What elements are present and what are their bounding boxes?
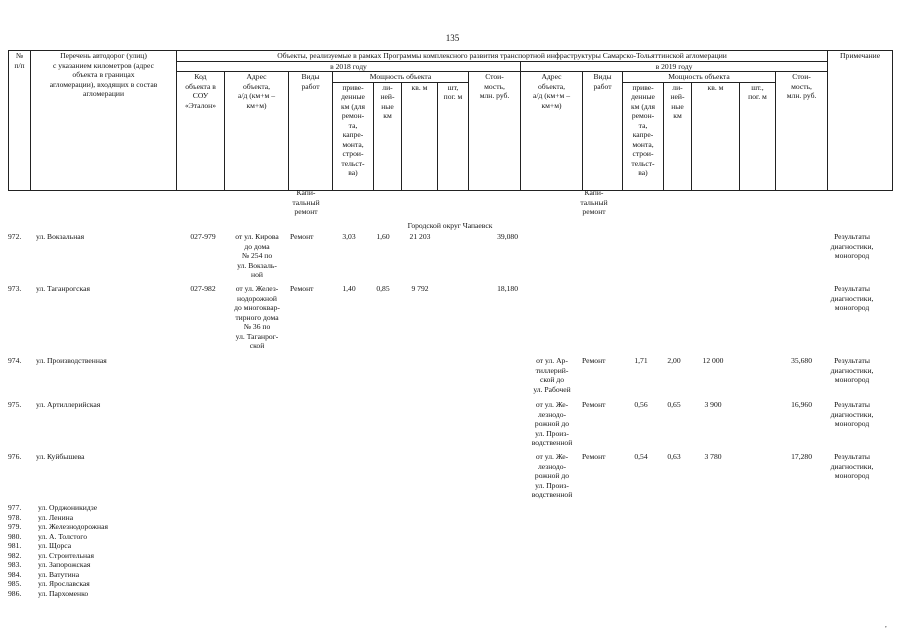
- row-973-red_a: 1,40: [342, 284, 356, 293]
- row-975-cost_b: 16,960: [791, 400, 812, 409]
- row-974-addr_b: от ул. Ар- тиллерий- ской до ул. Рабочей: [533, 356, 571, 394]
- row-973-note: Результаты диагностики, моногород: [830, 284, 874, 312]
- row-972-note: Результаты диагностики, моногород: [830, 232, 874, 260]
- row-974-cost_b: 35,680: [791, 356, 812, 365]
- list-item-number: 985.: [8, 579, 22, 589]
- row-975-red_b: 0,56: [634, 400, 648, 409]
- row-973-work_a: Ремонт: [290, 284, 314, 293]
- list-item-name: ул. Ярославская: [38, 579, 90, 589]
- list-item: [8, 570, 108, 580]
- row-974-work_b: Ремонт: [582, 356, 606, 365]
- table-header: [8, 50, 893, 191]
- row-976-name: ул. Куйбышева: [36, 452, 85, 461]
- row-972-name: ул. Вокзальная: [36, 232, 85, 241]
- row-975-lin_b: 0,65: [667, 400, 681, 409]
- row-975-addr_b: от ул. Же- лезнодо- рожной до ул. Произ- водственной: [531, 400, 573, 447]
- row-975-name: ул. Артиллерийская: [36, 400, 101, 409]
- col-address-2018: Адрес объекта, а/д (км+м – км+м): [225, 72, 289, 191]
- row-974-lin_b: 2,00: [667, 356, 681, 365]
- list-item-number: 981.: [8, 541, 22, 551]
- col-reduced-2019: приве- денные км (для ремон- та, капре- монта, строи- тельст- ва): [623, 82, 664, 190]
- row-976-note: Результаты диагностики, моногород: [830, 452, 874, 480]
- row-973-code: 027-982: [190, 284, 216, 293]
- list-item-name: ул. Запорожская: [38, 560, 91, 570]
- list-item-name: ул. Ватутина: [38, 569, 80, 579]
- row-976-lin_b: 0,63: [667, 452, 681, 461]
- year-2019: в 2019 году: [521, 61, 828, 72]
- list-item-name: ул. Железнодорожная: [38, 522, 108, 532]
- list-item-name: ул. А. Толстого: [38, 531, 87, 541]
- col-pcs-2019: шт., пог. м: [740, 82, 776, 190]
- col-cost-2019: Стои- мость, млн. руб.: [776, 72, 828, 191]
- row-972-cost_a: 39,080: [497, 232, 518, 241]
- row-974-red_b: 1,71: [634, 356, 648, 365]
- page-number: 135: [445, 33, 460, 43]
- district-title: Городской округ Чапаевск: [407, 221, 493, 230]
- row-972-sqm_a: 21 203: [409, 232, 431, 241]
- list-item-name: ул. Орджоникидзе: [38, 503, 98, 512]
- row-975-note: Результаты диагностики, моногород: [830, 400, 874, 428]
- list-item-number: 977.: [8, 503, 22, 512]
- row-976-work_b: Ремонт: [582, 452, 606, 461]
- row-972-num: 972.: [8, 232, 22, 241]
- list-item: [8, 560, 108, 570]
- row-975-work_b: Ремонт: [582, 400, 606, 409]
- row-973-addr_a: от ул. Желез- нодорожной до многоквар- тирного дома № 36 по ул. Таганрог- ской: [234, 284, 280, 350]
- capital-repair-2018: Капи- тальный ремонт: [292, 188, 320, 216]
- col-capacity-2019: Мощность объекта: [623, 72, 776, 83]
- row-973-name: ул. Таганрогская: [36, 284, 90, 293]
- list-item-number: 984.: [8, 569, 22, 579]
- col-cost-2018: Стои- мость, млн. руб.: [469, 72, 521, 191]
- col-linear-2019: ли- ней- ные км: [664, 82, 692, 190]
- list-item: [8, 513, 108, 523]
- col-code: Код объекта в СОУ «Эталон»: [177, 72, 225, 191]
- col-capacity-2018: Мощность объекта: [333, 72, 469, 83]
- row-974-note: Результаты диагностики, моногород: [830, 356, 874, 384]
- col-program: Объекты, реализуемые в рамках Программы комплексного развития транспортной инфраструктуры Самарско-Тольяттинской агломерации: [177, 51, 828, 62]
- row-976-sqm_b: 3 780: [704, 452, 722, 461]
- col-roads: Перечень автодорог (улиц) с указанием километров (адрес объекта в границах агломерации), входящих в состав агломерации: [31, 51, 177, 191]
- row-976-num: 976.: [8, 452, 22, 461]
- list-item-name: ул. Строительная: [38, 550, 94, 560]
- row-972-addr_a: от ул. Кирова до дома № 254 по ул. Вокзаль- ной: [235, 232, 279, 279]
- row-972-code: 027-979: [190, 232, 216, 241]
- row-972-lin_a: 1,60: [376, 232, 390, 241]
- list-item: [8, 532, 108, 542]
- list-item-number: 978.: [8, 512, 22, 522]
- list-item: [8, 551, 108, 561]
- col-works-2018: Виды работ: [289, 72, 333, 191]
- list-item-name: ул. Щорса: [38, 541, 72, 551]
- col-works-2019: Виды работ: [583, 72, 623, 191]
- row-972-work_a: Ремонт: [290, 232, 314, 241]
- list-item: [8, 541, 108, 551]
- list-item-number: 982.: [8, 550, 22, 560]
- capital-repair-2019: Капи- тальный ремонт: [580, 188, 608, 216]
- list-item-number: 980.: [8, 531, 22, 541]
- street-list: [8, 503, 108, 598]
- row-973-cost_a: 18,180: [497, 284, 518, 293]
- list-item-name: ул. Пархоменко: [38, 588, 89, 598]
- row-976-addr_b: от ул. Же- лезнодо- рожной до ул. Произ- водственной: [531, 452, 573, 499]
- list-item: [8, 522, 108, 532]
- col-reduced-2018: приве- денные км (для ремон- та, капре- монта, строи- тельст- ва): [333, 82, 374, 190]
- list-item-number: 979.: [8, 522, 22, 532]
- col-sqm-2019: кв. м: [692, 82, 740, 190]
- list-item: [8, 579, 108, 589]
- row-976-cost_b: 17,280: [791, 452, 812, 461]
- list-item-name: ул. Ленина: [38, 512, 74, 522]
- row-974-sqm_b: 12 000: [702, 356, 724, 365]
- col-note: Примечание: [828, 51, 893, 191]
- row-976-red_b: 0,54: [634, 452, 648, 461]
- list-item-number: 983.: [8, 560, 22, 570]
- col-linear-2018: ли- ней- ные км: [374, 82, 402, 190]
- year-2018: в 2018 году: [177, 61, 521, 72]
- col-num: № п/п: [9, 51, 31, 191]
- col-pcs-2018: шт, пог. м: [438, 82, 469, 190]
- row-973-lin_a: 0,85: [376, 284, 390, 293]
- col-sqm-2018: кв. м: [402, 82, 438, 190]
- row-972-red_a: 3,03: [342, 232, 356, 241]
- row-975-sqm_b: 3 900: [704, 400, 722, 409]
- row-974-name: ул. Производственная: [36, 356, 107, 365]
- corner-mark: ,: [885, 621, 887, 629]
- row-974-num: 974.: [8, 356, 22, 365]
- list-item-number: 986.: [8, 588, 22, 598]
- row-973-sqm_a: 9 792: [411, 284, 429, 293]
- list-item: [8, 503, 108, 513]
- list-item: [8, 589, 108, 599]
- col-address-2019: Адрес объекта, а/д (км+м – км+м): [521, 72, 583, 191]
- row-973-num: 973.: [8, 284, 22, 293]
- row-975-num: 975.: [8, 400, 22, 409]
